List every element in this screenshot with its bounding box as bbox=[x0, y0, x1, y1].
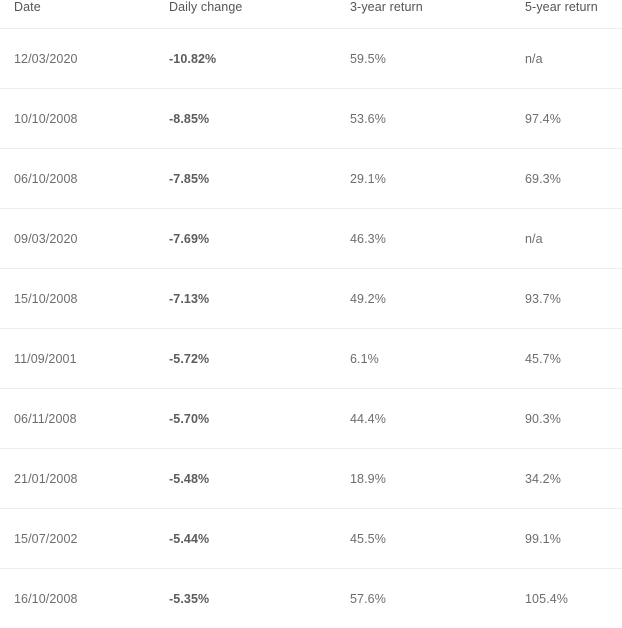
cell-3-year-return: 18.9% bbox=[338, 449, 513, 509]
table-row bbox=[0, 389, 622, 449]
cell-5-year-return: 69.3% bbox=[513, 149, 622, 209]
cell-5-year-return: n/a bbox=[513, 29, 622, 89]
column-header-5-year-return: 5-year return bbox=[513, 0, 622, 29]
cell-date: 10/10/2008 bbox=[0, 89, 155, 149]
cell-date: 15/10/2008 bbox=[0, 269, 155, 329]
column-header-date: Date bbox=[0, 0, 155, 29]
table-row bbox=[0, 509, 622, 569]
cell-date: 16/10/2008 bbox=[0, 569, 155, 628]
cell-5-year-return: 45.7% bbox=[513, 329, 622, 389]
table-header bbox=[0, 0, 622, 29]
cell-date: 06/11/2008 bbox=[0, 389, 155, 449]
cell-3-year-return: 29.1% bbox=[338, 149, 513, 209]
cell-date: 06/10/2008 bbox=[0, 149, 155, 209]
table-row bbox=[0, 149, 622, 209]
cell-daily-change: -10.82% bbox=[155, 29, 338, 89]
cell-daily-change: -5.70% bbox=[155, 389, 338, 449]
column-header-daily-change: Daily change bbox=[155, 0, 338, 29]
cell-5-year-return: 99.1% bbox=[513, 509, 622, 569]
table-row bbox=[0, 449, 622, 509]
cell-daily-change: -5.35% bbox=[155, 569, 338, 628]
cell-date: 11/09/2001 bbox=[0, 329, 155, 389]
cell-3-year-return: 53.6% bbox=[338, 89, 513, 149]
table-header-row bbox=[0, 0, 622, 29]
cell-daily-change: -7.85% bbox=[155, 149, 338, 209]
cell-3-year-return: 44.4% bbox=[338, 389, 513, 449]
cell-date: 15/07/2002 bbox=[0, 509, 155, 569]
cell-5-year-return: 105.4% bbox=[513, 569, 622, 628]
cell-3-year-return: 45.5% bbox=[338, 509, 513, 569]
table-row bbox=[0, 329, 622, 389]
column-header-3-year-return: 3-year return bbox=[338, 0, 513, 29]
table-row bbox=[0, 569, 622, 628]
cell-daily-change: -5.48% bbox=[155, 449, 338, 509]
table-body bbox=[0, 29, 622, 628]
cell-5-year-return: 34.2% bbox=[513, 449, 622, 509]
cell-5-year-return: 90.3% bbox=[513, 389, 622, 449]
table-row bbox=[0, 269, 622, 329]
cell-3-year-return: 6.1% bbox=[338, 329, 513, 389]
cell-5-year-return: 97.4% bbox=[513, 89, 622, 149]
cell-date: 21/01/2008 bbox=[0, 449, 155, 509]
table-row bbox=[0, 29, 622, 89]
table-row bbox=[0, 89, 622, 149]
cell-daily-change: -7.13% bbox=[155, 269, 338, 329]
cell-3-year-return: 59.5% bbox=[338, 29, 513, 89]
table-row bbox=[0, 209, 622, 269]
cell-3-year-return: 49.2% bbox=[338, 269, 513, 329]
cell-date: 09/03/2020 bbox=[0, 209, 155, 269]
cell-5-year-return: 93.7% bbox=[513, 269, 622, 329]
cell-daily-change: -7.69% bbox=[155, 209, 338, 269]
cell-daily-change: -5.72% bbox=[155, 329, 338, 389]
cell-daily-change: -5.44% bbox=[155, 509, 338, 569]
cell-5-year-return: n/a bbox=[513, 209, 622, 269]
cell-date: 12/03/2020 bbox=[0, 29, 155, 89]
cell-daily-change: -8.85% bbox=[155, 89, 338, 149]
cell-3-year-return: 57.6% bbox=[338, 569, 513, 628]
cell-3-year-return: 46.3% bbox=[338, 209, 513, 269]
